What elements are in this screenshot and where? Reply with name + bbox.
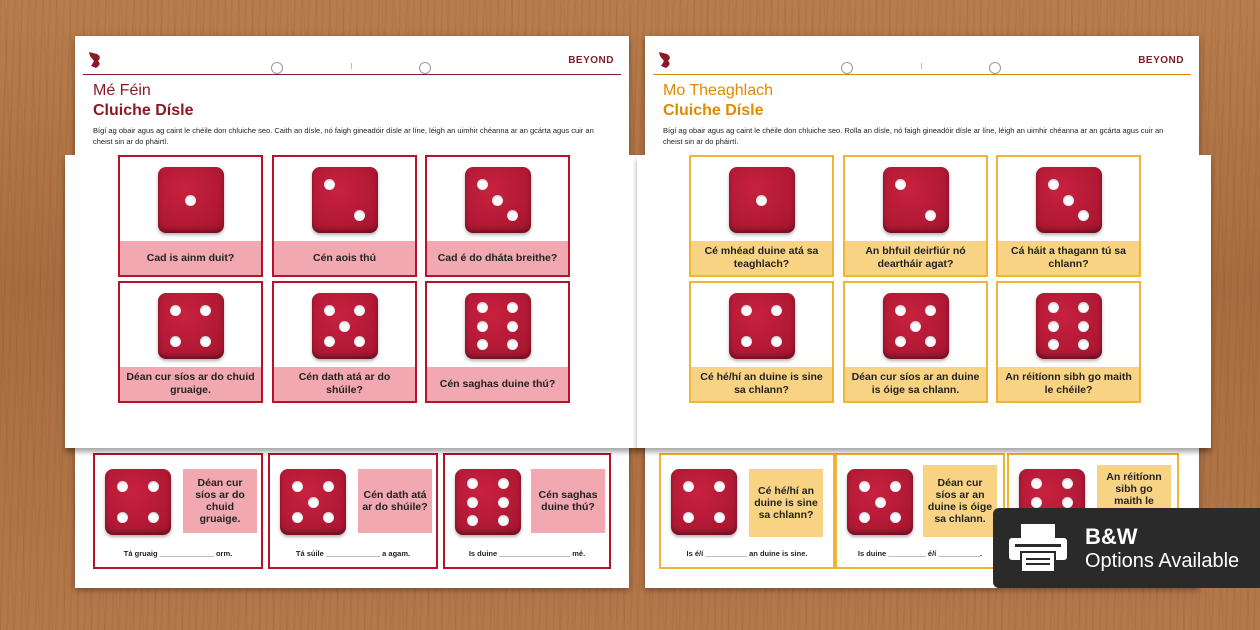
dice-card-5 — [272, 281, 417, 403]
dice-pip — [1048, 179, 1059, 190]
punch-hole — [841, 62, 853, 74]
lower-card — [93, 453, 263, 569]
dice-pip — [477, 339, 488, 350]
punch-hole — [989, 62, 1001, 74]
lower-question: Déan cur síos ar an duine is óige sa chlann. — [923, 465, 997, 537]
dice-two-icon — [312, 167, 378, 233]
dice-pip — [148, 512, 159, 523]
dice-five-icon — [847, 469, 913, 535]
dice-pip — [339, 321, 350, 332]
dice-pip — [895, 179, 906, 190]
header-rule — [653, 74, 1191, 75]
instructions: Bígí ag obair agus ag caint le chéile don chluiche seo. Rolla an dísle, nó faigh gineadóir dísle ar líne, léigh an uimhir chéanna ar an gcárta agus cuir an cheist sin ar do pháirtí. — [663, 126, 1164, 146]
dice-pip — [1078, 302, 1089, 313]
dice-pip — [117, 512, 128, 523]
dice-card-6 — [425, 281, 570, 403]
dice-pip — [477, 302, 488, 313]
dice-card-6 — [996, 281, 1141, 403]
sheet-title: Mé Féin — [93, 82, 151, 99]
dice-pip — [292, 481, 303, 492]
dice-pip — [354, 336, 365, 347]
dice-pip — [324, 179, 335, 190]
dice-pip — [1031, 478, 1042, 489]
dice-pip — [507, 210, 518, 221]
dice-card-3 — [996, 155, 1141, 277]
lower-card — [268, 453, 438, 569]
dice-five-icon — [312, 293, 378, 359]
dice-card-1 — [689, 155, 834, 277]
lower-card — [443, 453, 611, 569]
answer-line: Is é/í __________ an duine is sine. — [686, 549, 808, 558]
dice-pip — [1048, 339, 1059, 350]
lower-question: Déan cur síos ar do chuid gruaige. — [183, 469, 257, 533]
dice-pip — [170, 336, 181, 347]
answer-line: Is duine _________ é/í __________. — [857, 549, 983, 558]
sheet-subtitle: Cluiche Dísle — [93, 102, 194, 119]
lower-sheet — [75, 423, 629, 593]
header-rule — [83, 74, 621, 75]
beyond-logo-icon — [87, 50, 103, 70]
card-question: Cé hé/hí an duine is sine sa chlann? — [691, 367, 832, 401]
dice-pip — [507, 321, 518, 332]
dice-pip — [1062, 497, 1073, 508]
dice-pip — [292, 512, 303, 523]
card-question: An réitíonn sibh go maith le chéile? — [998, 367, 1139, 401]
dice-four-icon — [671, 469, 737, 535]
badge-subtitle: Options Available — [1085, 550, 1240, 572]
dice-pip — [875, 497, 886, 508]
badge-title: B&W — [1085, 524, 1138, 549]
dice-one-icon — [729, 167, 795, 233]
dice-pip — [200, 305, 211, 316]
punch-hole — [271, 62, 283, 74]
worksheet-mo-theaghlach — [645, 36, 1199, 588]
lower-card — [835, 453, 1005, 569]
dice-pip — [925, 305, 936, 316]
dice-pip — [1048, 302, 1059, 313]
dice-one-icon — [158, 167, 224, 233]
dice-pip — [477, 179, 488, 190]
dice-pip — [756, 195, 767, 206]
instructions: Bígí ag obair agus ag caint le chéile don chluiche seo. Caith an dísle, nó faigh gineadóir dísle ar líne, léigh an uimhir chéanna ar an gcárta agus cuir an cheist sin ar do pháirtí. — [93, 126, 594, 146]
dice-pip — [683, 481, 694, 492]
dice-pip — [324, 336, 335, 347]
dice-pip — [890, 512, 901, 523]
lower-card — [659, 453, 835, 569]
dice-six-icon — [455, 469, 521, 535]
dice-pip — [323, 512, 334, 523]
dice-pip — [354, 210, 365, 221]
dice-pip — [771, 305, 782, 316]
dice-pip — [498, 515, 509, 526]
card-question: Déan cur síos ar do chuid gruaige. — [120, 367, 261, 401]
card-question: Cad is ainm duit? — [120, 241, 261, 275]
lower-question: Cé hé/hí an duine is sine sa chlann? — [749, 469, 823, 537]
question-card-overlay — [637, 155, 1211, 448]
brand-label: BEYOND — [1138, 55, 1184, 66]
dice-pip — [507, 339, 518, 350]
dice-pip — [200, 336, 211, 347]
dice-pip — [148, 481, 159, 492]
dice-pip — [910, 321, 921, 332]
dice-pip — [771, 336, 782, 347]
dice-pip — [925, 336, 936, 347]
sheet-title: Mo Theaghlach — [663, 82, 773, 99]
dice-pip — [859, 512, 870, 523]
fold-mark — [921, 63, 922, 69]
dice-pip — [467, 478, 478, 489]
dice-four-icon — [158, 293, 224, 359]
dice-pip — [467, 497, 478, 508]
dice-pip — [714, 481, 725, 492]
dice-pip — [714, 512, 725, 523]
worksheet-me-fein — [75, 36, 629, 588]
dice-card-2 — [272, 155, 417, 277]
dice-pip — [170, 305, 181, 316]
dice-card-4 — [118, 281, 263, 403]
card-question: An bhfuil deirfiúr nó deartháir agat? — [845, 241, 986, 275]
dice-pip — [354, 305, 365, 316]
dice-pip — [324, 305, 335, 316]
dice-pip — [683, 512, 694, 523]
dice-pip — [185, 195, 196, 206]
printer-icon — [1007, 522, 1069, 574]
dice-three-icon — [1036, 167, 1102, 233]
dice-card-1 — [118, 155, 263, 277]
question-card-overlay — [65, 155, 639, 448]
card-question: Déan cur síos ar an duine is óige sa chlann. — [845, 367, 986, 401]
answer-line: Tá gruaig _____________ orm. — [123, 549, 233, 558]
dice-pip — [477, 321, 488, 332]
punch-hole — [419, 62, 431, 74]
card-question: Cén saghas duine thú? — [427, 367, 568, 401]
dice-pip — [890, 481, 901, 492]
dice-pip — [1048, 321, 1059, 332]
dice-pip — [498, 497, 509, 508]
dice-card-4 — [689, 281, 834, 403]
dice-pip — [895, 336, 906, 347]
card-question: Cad é do dháta breithe? — [427, 241, 568, 275]
dice-four-icon — [105, 469, 171, 535]
card-question: Cén aois thú — [274, 241, 415, 275]
dice-pip — [1063, 195, 1074, 206]
dice-two-icon — [883, 167, 949, 233]
beyond-logo-icon — [657, 50, 673, 70]
dice-pip — [492, 195, 503, 206]
bw-options-badge — [993, 508, 1260, 588]
dice-pip — [323, 481, 334, 492]
dice-pip — [895, 305, 906, 316]
fold-mark — [351, 63, 352, 69]
dice-six-icon — [465, 293, 531, 359]
dice-pip — [741, 336, 752, 347]
dice-five-icon — [883, 293, 949, 359]
card-question: Cén dath atá ar do shúile? — [274, 367, 415, 401]
card-question: Cá háit a thagann tú sa chlann? — [998, 241, 1139, 275]
dice-pip — [925, 210, 936, 221]
dice-card-5 — [843, 281, 988, 403]
sheet-subtitle: Cluiche Dísle — [663, 102, 764, 119]
card-question: Cé mhéad duine atá sa teaghlach? — [691, 241, 832, 275]
brand-label: BEYOND — [568, 55, 614, 66]
dice-pip — [741, 305, 752, 316]
dice-five-icon — [280, 469, 346, 535]
dice-pip — [1078, 321, 1089, 332]
dice-four-icon — [729, 293, 795, 359]
lower-question: Cén dath atá ar do shúile? — [358, 469, 432, 533]
dice-pip — [1078, 339, 1089, 350]
dice-pip — [308, 497, 319, 508]
dice-pip — [507, 302, 518, 313]
dice-six-icon — [1036, 293, 1102, 359]
dice-pip — [1062, 478, 1073, 489]
answer-line: Tá súile _____________ a agam. — [295, 549, 411, 558]
dice-card-3 — [425, 155, 570, 277]
dice-pip — [1031, 497, 1042, 508]
answer-line: Is duine _________________ mé. — [468, 549, 586, 558]
dice-three-icon — [465, 167, 531, 233]
dice-pip — [117, 481, 128, 492]
lower-question: An réitíonn sibh go maith le — [1097, 465, 1171, 525]
dice-pip — [859, 481, 870, 492]
dice-pip — [1078, 210, 1089, 221]
dice-pip — [467, 515, 478, 526]
lower-question: Cén saghas duine thú? — [531, 469, 605, 533]
dice-pip — [498, 478, 509, 489]
dice-card-2 — [843, 155, 988, 277]
